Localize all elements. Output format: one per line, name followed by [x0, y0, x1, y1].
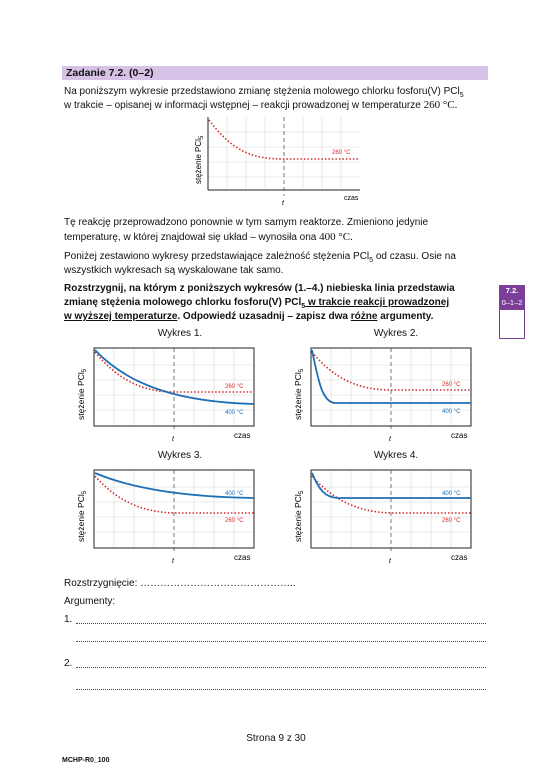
para2-line-1: Tę reakcję przeprowadzono ponownie w tym samym reaktorze. Zmieniono jedynie: [64, 217, 429, 228]
argument-1-number: 1.: [64, 614, 73, 625]
para3-line-2: wszystkich wykresach są wyskalowane tak samo.: [64, 265, 284, 276]
svg-text:260 °C: 260 °C: [225, 518, 244, 524]
svg-text:260 °C: 260 °C: [442, 382, 461, 388]
command-line-1: Rozstrzygnij, na którym z poniższych wykresów (1.–4.) niebieska linia przedstawia: [64, 283, 455, 294]
svg-text:400 °C: 400 °C: [225, 410, 244, 416]
argument-1-line-a[interactable]: [76, 622, 486, 624]
svg-text:czas: czas: [234, 553, 251, 562]
svg-text:stężenie PCl5: stężenie PCl$_5$: [293, 368, 305, 420]
svg-text:t: t: [389, 558, 391, 565]
svg-text:czas: czas: [234, 431, 251, 440]
intro-line-1: Na poniższym wykresie przedstawiono zmianę stężenia molowego chlorku fosforu(V) PCl$_5$: [64, 86, 464, 99]
task-header: [62, 66, 488, 80]
side-tab-label: 7.2.: [499, 285, 525, 297]
arguments-label: Argumenty:: [64, 596, 116, 607]
task-header-text: Zadanie 7.2. (0–2): [66, 67, 154, 79]
svg-text:czas: czas: [451, 553, 468, 562]
svg-text:400 °C: 400 °C: [442, 409, 461, 415]
side-tab-score: 0–1–2: [499, 297, 525, 309]
graph2-title: Wykres 2.: [373, 328, 419, 339]
svg-text:t: t: [172, 558, 174, 565]
svg-text:t: t: [172, 436, 174, 443]
svg-text:stężenie PCl5: stężenie PCl$_5$: [293, 490, 305, 542]
argument-2-line-b[interactable]: [76, 688, 486, 690]
svg-text:stężenie PCl5: stężenie PCl$_5$: [76, 368, 88, 420]
command-line-2: zmianę stężenia molowego chlorku fosforu(V) PCl$_5$ w trakcie reakcji prowadzonej: [64, 297, 450, 310]
decision-field[interactable]: Rozstrzygnięcie: ………………………………………..: [64, 578, 296, 589]
graph3: [68, 462, 264, 566]
argument-2-line-a[interactable]: [76, 666, 486, 668]
reference-graph: [188, 112, 368, 212]
document-code: MCHP-R0_100: [62, 757, 110, 764]
svg-text:czas: czas: [451, 431, 468, 440]
argument-2-number: 2.: [64, 658, 73, 669]
argument-1-line-b[interactable]: [76, 640, 486, 642]
svg-text:t: t: [389, 436, 391, 443]
para3-line-1: Poniżej zestawiono wykresy przedstawiające zależność stężenia PCl$_5$ od czasu. Osie na: [64, 251, 456, 264]
graph4: [285, 462, 481, 566]
side-tab-score-box: [499, 309, 525, 339]
graph1: [68, 340, 264, 444]
page-number: Strona 9 z 30: [246, 733, 306, 744]
command-line-3: w wyższej temperaturze. Odpowiedź uzasadnij – zapisz dwa różne argumenty.: [64, 311, 434, 322]
graph3-title: Wykres 3.: [157, 450, 203, 461]
graph2: [285, 340, 481, 444]
graph1-curve-400: [95, 350, 254, 404]
graph4-title: Wykres 4.: [373, 450, 419, 461]
para2-line-2: temperaturę, w której znajdował się układ – wynosiła ona 400 °C.: [64, 231, 353, 243]
reference-label-260: 260 °C: [332, 150, 351, 156]
intro-line-2: w trakcie – opisanej w informacji wstępnej – reakcji prowadzonej w temperaturze 260 °C.: [64, 99, 458, 111]
svg-text:260 °C: 260 °C: [442, 518, 461, 524]
reference-x-label: czas: [344, 195, 359, 202]
graph1-title: Wykres 1.: [157, 328, 203, 339]
reference-t-label: t: [282, 200, 284, 207]
svg-text:260 °C: 260 °C: [225, 384, 244, 390]
svg-text:400 °C: 400 °C: [442, 491, 461, 497]
svg-text:400 °C: 400 °C: [225, 491, 244, 497]
reference-y-label: stężenie PCl$_5$: [194, 135, 205, 184]
svg-text:stężenie PCl5: stężenie PCl$_5$: [76, 490, 88, 542]
